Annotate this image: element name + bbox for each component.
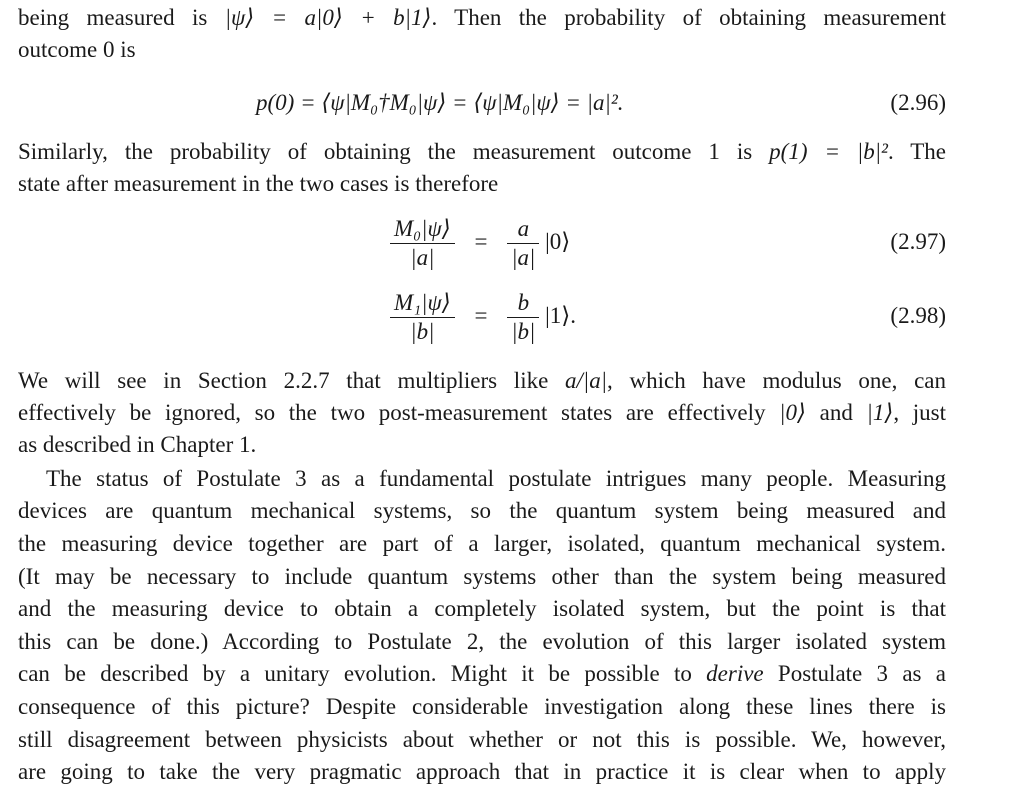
text-run: outcome 0 is [18,37,136,62]
text-line [18,658,946,690]
fraction-lhs [390,215,455,272]
text-run: The status of Postulate 3 as a fundamental postulate intrigues many people. Measuring [46,466,946,491]
text-line [18,168,946,200]
text-line [18,495,946,527]
text-run: effectively be ignored, so the two post-measurement states are effectively [18,400,780,425]
math-inline: |1⟩ [866,400,894,425]
text-line [18,136,946,168]
text-run: , just [893,400,947,425]
math-inline: a/|a| [565,368,608,393]
equation-number: (2.97) [890,229,946,254]
relation-sign: = [474,303,488,328]
text-line [18,691,946,723]
text-run: We will see in Section 2.2.7 that multipliers like [18,368,565,393]
fraction-lhs [390,289,455,346]
text-line [18,429,946,461]
text-run: still disagreement between physicists about whether or not this is possible. We, however, [18,727,946,752]
numerator: M₁|ψ⟩ [390,289,455,318]
math-inline: derive [706,661,764,686]
denominator: |a| [511,245,536,271]
numerator: M₀|ψ⟩ [390,215,455,244]
text-run: are going to take the very pragmatic approach that in practice it is clear when to apply [18,759,946,784]
math-inline: |ψ⟩ = a|0⟩ + b|1⟩ [224,5,432,30]
numerator: b [507,289,539,318]
math-inline: p(1) = |b|² [769,139,888,164]
equation-body [390,284,576,348]
ket: |0⟩ [545,229,571,254]
text-line [18,34,946,66]
text-run: being measured is [18,5,225,30]
equation-body: p(0) = ⟨ψ|M₀†M₀|ψ⟩ = ⟨ψ|M₀|ψ⟩ = |a|². [256,90,624,115]
text-run: state after measurement in the two cases is therefore [18,171,499,196]
fraction-rhs [507,215,539,272]
denominator: |b| [511,319,536,345]
text-line [46,463,946,495]
equation-2-96 [0,86,1026,120]
text-line [18,528,946,560]
numerator: a [507,215,539,244]
denominator: |b| [410,319,435,345]
text-run: this can be done.) According to Postulate 2, the evolution of this larger isolated system [18,629,946,654]
equation-number: (2.96) [890,90,946,115]
text-run: Postulate 3 as a [763,661,946,686]
text-line [18,626,946,658]
text-line [18,561,946,593]
equation-2-98 [0,284,1026,348]
text-run: . The [887,139,946,164]
text-run: devices are quantum mechanical systems, so the quantum system being measured and [18,498,946,523]
equation-2-97 [0,210,1026,274]
text-run: and the measuring device to obtain a completely isolated system, but the point is that [18,596,946,621]
text-line [18,724,946,756]
text-run: consequence of this picture? Despite considerable investigation along these lines there is [18,694,946,719]
text-run: and [805,400,867,425]
math-inline: |0⟩ [779,400,806,425]
text-line [18,2,946,34]
text-run: , which have modulus one, can [607,368,946,393]
denominator: |a| [410,245,435,271]
equation-number: (2.98) [890,303,946,328]
equation-body [390,210,570,274]
text-run: as described in Chapter 1. [18,432,257,457]
text-line [18,756,946,788]
fraction-rhs [507,289,539,346]
ket: |1⟩. [545,303,576,328]
text-run: Similarly, the probability of obtaining the measurement outcome 1 is [18,139,770,164]
text-line [18,365,946,397]
text-run: . Then the probability of obtaining measurement [431,5,946,30]
text-run: the measuring device together are part of a larger, isolated, quantum mechanical system. [18,531,946,556]
text-line [18,397,946,429]
text-line [18,593,946,625]
text-run: can be described by a unitary evolution. Might it be possible to [18,661,707,686]
text-run: (It may be necessary to include quantum systems other than the system being measured [18,564,946,589]
relation-sign: = [474,229,488,254]
